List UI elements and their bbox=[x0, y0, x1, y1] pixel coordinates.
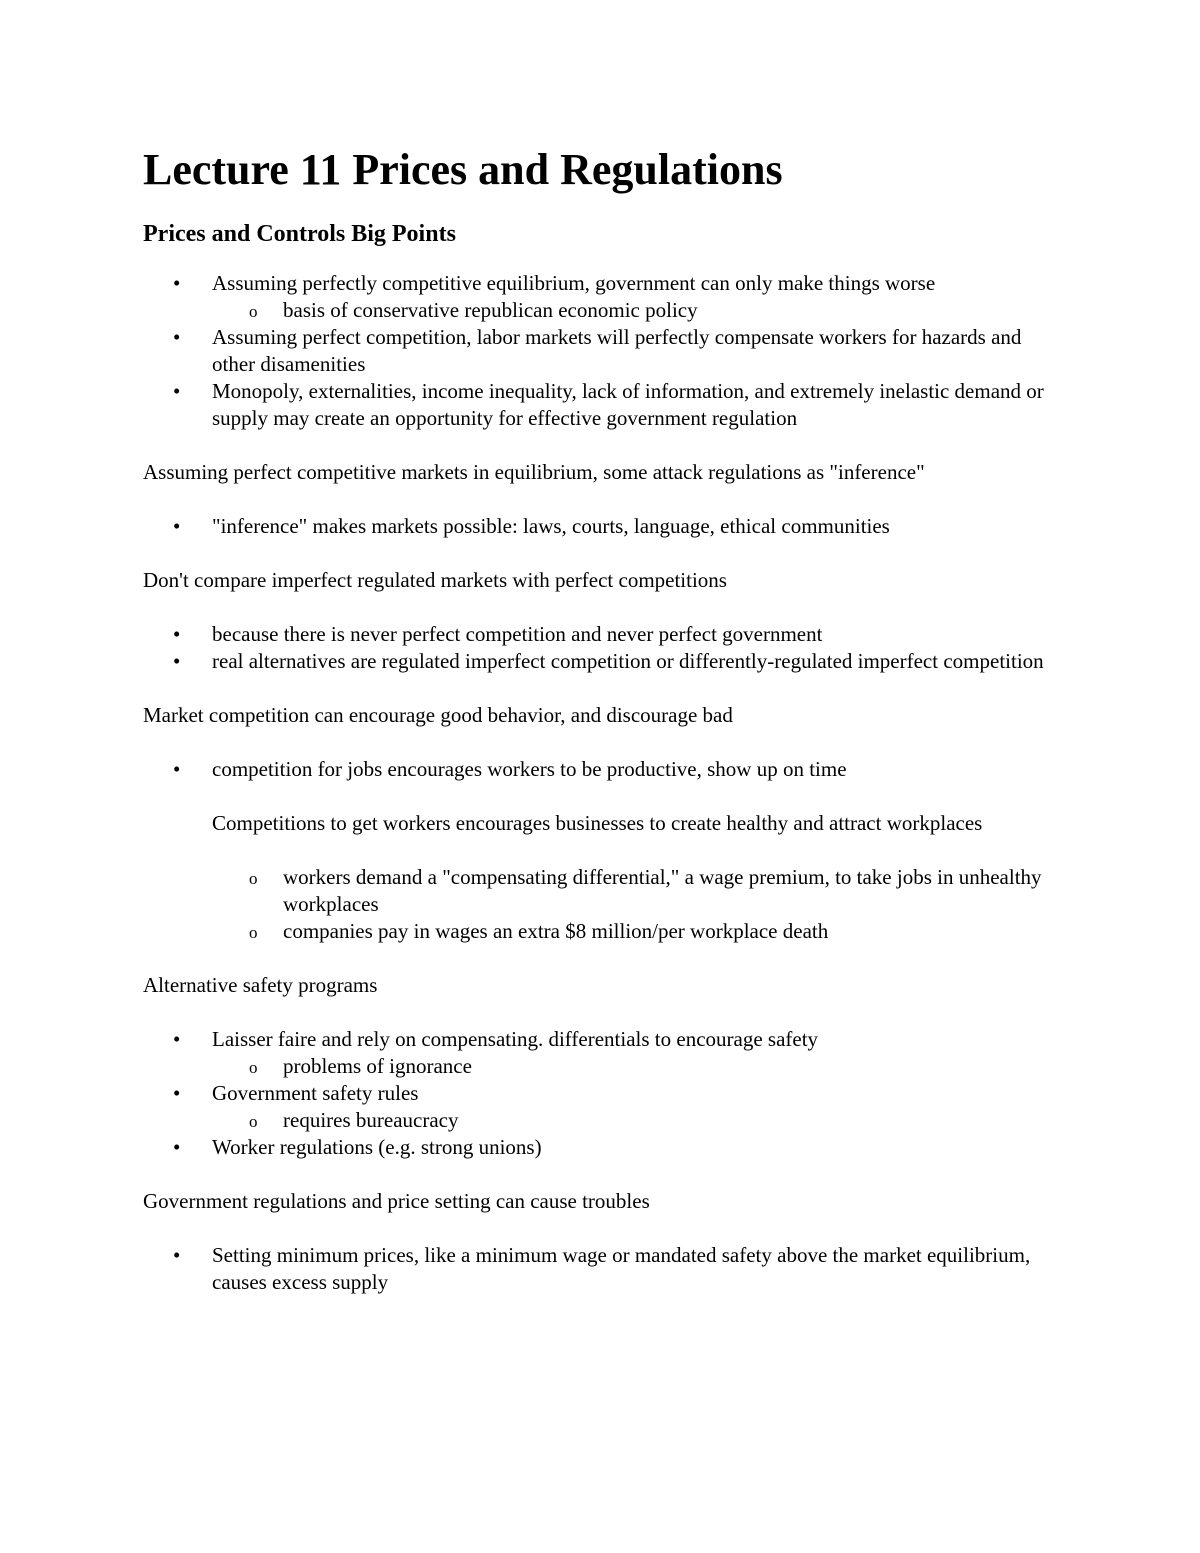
sub-list bbox=[212, 864, 1063, 945]
sub-list-item: o companies pay in wages an extra $8 million/per workplace death bbox=[212, 918, 1063, 945]
sub-list-item: o workers demand a "compensating differential," a wage premium, to take jobs in unhealthy workplaces bbox=[212, 864, 1063, 918]
list-item: • Worker regulations (e.g. strong unions) bbox=[143, 1134, 1063, 1161]
sub-list bbox=[212, 297, 1063, 324]
bullet-list bbox=[143, 1242, 1063, 1296]
bullet-list bbox=[143, 756, 1063, 945]
sub-list bbox=[212, 1053, 1063, 1080]
bullet-list bbox=[143, 513, 1063, 540]
sub-list-item: o requires bureaucracy bbox=[212, 1107, 1063, 1134]
list-item: • Setting minimum prices, like a minimum wage or mandated safety above the market equilibrium, causes excess supply bbox=[143, 1242, 1063, 1296]
paragraph: Assuming perfect competitive markets in equilibrium, some attack regulations as "inference" bbox=[143, 460, 925, 484]
list-item: • Assuming perfect competition, labor markets will perfectly compensate workers for hazards and other disamenities bbox=[143, 324, 1063, 378]
list-item-text: Assuming perfectly competitive equilibrium, government can only make things worse bbox=[212, 271, 936, 295]
list-item: • real alternatives are regulated imperfect competition or differently-regulated imperfect competition bbox=[143, 648, 1063, 675]
paragraph: Government regulations and price setting can cause troubles bbox=[143, 1189, 650, 1213]
list-item-text: Government safety rules bbox=[212, 1081, 419, 1105]
list-item: • "inference" makes markets possible: laws, courts, language, ethical communities bbox=[143, 513, 1063, 540]
list-item: • Monopoly, externalities, income inequality, lack of information, and extremely inelastic demand or supply may create an opportunity for effective government regulation bbox=[143, 378, 1063, 432]
list-paragraph: Competitions to get workers encourages businesses to create healthy and attract workplaces bbox=[212, 811, 983, 835]
paragraph: Don't compare imperfect regulated markets with perfect competitions bbox=[143, 568, 727, 592]
sub-list-item: o problems of ignorance bbox=[212, 1053, 1063, 1080]
list-item: • because there is never perfect competition and never perfect government bbox=[143, 621, 1063, 648]
list-item bbox=[143, 1026, 1063, 1080]
paragraph: Alternative safety programs bbox=[143, 973, 378, 997]
bullet-list bbox=[143, 1026, 1063, 1161]
list-item bbox=[143, 1080, 1063, 1134]
sub-list-item: o basis of conservative republican economic policy bbox=[212, 297, 1063, 324]
bullet-list bbox=[143, 270, 1063, 432]
list-item bbox=[143, 756, 1063, 945]
paragraph: Market competition can encourage good behavior, and discourage bad bbox=[143, 703, 733, 727]
list-item bbox=[143, 270, 1063, 324]
list-item-text: competition for jobs encourages workers to be productive, show up on time bbox=[212, 757, 847, 781]
page-title: Lecture 11 Prices and Regulations bbox=[143, 145, 783, 194]
document-page bbox=[143, 140, 1063, 1323]
bullet-list bbox=[143, 621, 1063, 675]
sub-list bbox=[212, 1107, 1063, 1134]
list-item-text: Laisser faire and rely on compensating. differentials to encourage safety bbox=[212, 1027, 819, 1051]
section-heading: Prices and Controls Big Points bbox=[143, 221, 456, 247]
